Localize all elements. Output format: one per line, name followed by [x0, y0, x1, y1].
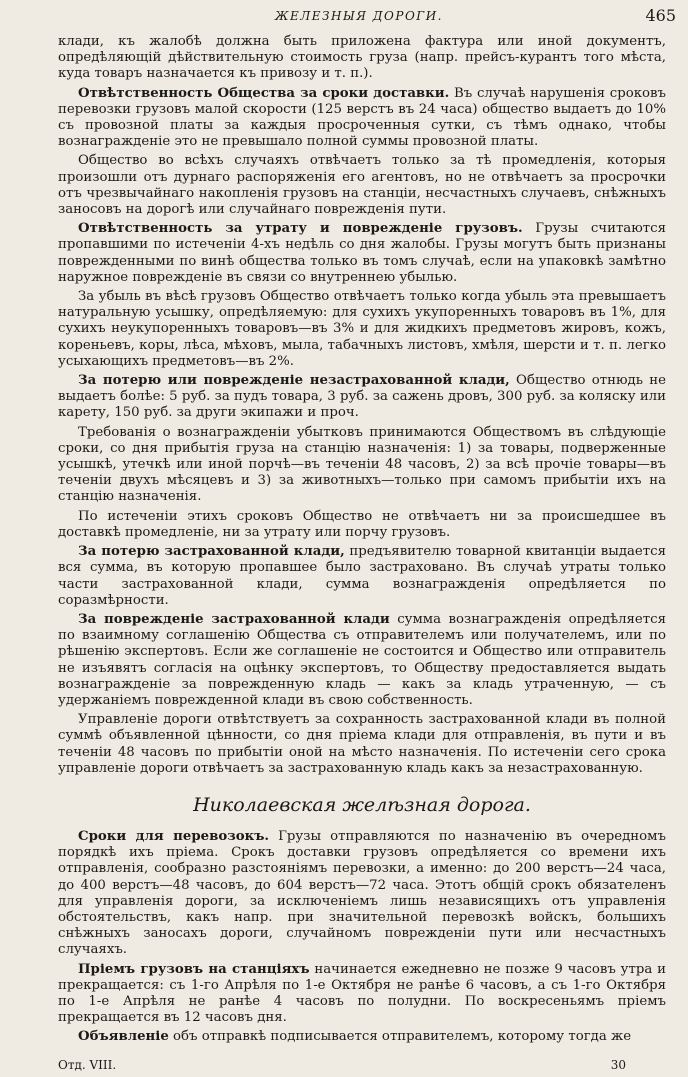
- paragraphs-block-1: [58, 34, 666, 777]
- paragraph-lead: За потерю застрахованной клади,: [78, 544, 345, 560]
- paragraph: [58, 1029, 666, 1045]
- paragraph-text: клади, къ жалобѣ должна быть приложена фактура или иной документъ, опредѣляющій дѣйствительную стоимость груза (напр. прейсъ-курантъ того мѣста, куда товаръ назначается къ привозу и т. п.).: [58, 34, 666, 82]
- paragraph: [58, 289, 666, 370]
- paragraph: [58, 544, 666, 609]
- page-header: [0, 0, 688, 30]
- paragraph-text: Требованія о вознагражденіи убытковъ принимаются Обществомъ въ слѣдующіе сроки, со дня прибытія груза на станцію назначенія: 1) за товары, подверженные усышкѣ, утечкѣ или иной порчѣ—въ теченіи 48 часовъ, 2) за всѣ прочіе товары—въ теченіи двухъ мѣсяцевъ и 3) за животныхъ—только при самомъ прибытіи ихъ на станцію назначенія.: [58, 424, 666, 505]
- page-number: 465: [645, 6, 676, 25]
- paragraphs-block-2: [58, 829, 666, 1046]
- paragraph: [58, 221, 666, 286]
- paragraph-text: За убыль въ вѣсѣ грузовъ Общество отвѣчаетъ только когда убыль эта превышаетъ натуральную усышку, опредѣляемую: для сухихъ укупоренныхъ товаровъ въ 1%, для сухихъ неукупоренныхъ товаровъ—въ 3% и для жидкихъ предметовъ жировъ, кожъ, кореньевъ, коры, лѣса, мѣховъ, мыла, табачныхъ листовъ, хмѣля, шерсти и т. п. легко усыхающихъ предметовъ—въ 2%.: [58, 289, 666, 369]
- paragraph-lead: Объявленіе: [78, 1029, 169, 1045]
- page-content: [58, 34, 666, 1049]
- paragraph-text: Общество отнюдь не выдаетъ болѣе: 5 руб. за пудъ товара, 3 руб. за сажень дровъ, 300 руб. за коляску или карету, 150 руб. за други экипажи и проч.: [58, 373, 666, 421]
- footer-signature: Отд. VIII.: [58, 1058, 117, 1072]
- paragraph-text: сумма вознагражденія опредѣляется по взаимному соглашенію Общества съ отправителемъ или получателемъ, или по рѣшенію экспертовъ. Если же соглашеніе не состоится и Общество или отправитель не изъявятъ согласія на оцѣнку экспертовъ, то Обществу предоставляется выдать вознагражденіе за поврежденную кладь — какъ за кладь утраченную, — съ удержаніемъ поврежденной клади въ свою собственность.: [58, 611, 666, 708]
- paragraph-text: предъявителю товарной квитанціи выдается вся сумма, въ которую пропавшее было застраховано. Въ случаѣ утраты только части застрахованной клади, сумма вознагражденія опредѣляется по соразмѣрности.: [58, 544, 666, 608]
- paragraph: [58, 712, 666, 777]
- paragraph-text: Грузы считаются пропавшими по истеченіи 4-хъ недѣль со дня жалобы. Грузы могутъ быть признаны поврежденными по винѣ общества только въ томъ случаѣ, если на упаковкѣ замѣтно наружное поврежденіе въ связи со внутреннею убылью.: [58, 221, 666, 285]
- paragraph: [58, 612, 666, 709]
- paragraph-text: Грузы отправляются по назначенію въ очередномъ порядкѣ ихъ пріема. Срокъ доставки грузовъ опредѣляется со времени ихъ отправленія, сообразно разстояніямъ перевозки, а именно: до 200 верстъ—24 часа, до 400 верстъ—48 часовъ, до 604 верстъ—72 часа. Этотъ общій срокъ обязателенъ для управленія дороги, за исключеніемъ лишь независящихъ отъ управленія обстоятельствъ, какъ напр. при значительной перевозкѣ войскъ, большихъ снѣжныхъ заносахъ дороги, случайномъ поврежденіи пути или несчастныхъ случаяхъ.: [58, 828, 666, 958]
- paragraph-lead: Отвѣтственность Общества за сроки доставки.: [78, 85, 450, 101]
- paragraph: [58, 86, 666, 151]
- paragraph-lead: За потерю или поврежденіе незастрахованной клади,: [78, 373, 510, 389]
- paragraph-text: Въ случаѣ нарушенія сроковъ перевозки грузовъ малой скорости (125 верстъ въ 24 часа) общество выдаетъ до 10% съ провозной платы за каждыя просроченныя сутки, съ тѣмъ однако, чтобы вознагражденіе это не превышало полной суммы провозной платы.: [58, 85, 666, 150]
- paragraph: [58, 425, 666, 506]
- paragraph-text: По истеченіи этихъ сроковъ Общество не отвѣчаетъ ни за происшедшее въ доставкѣ промедленіе, ни за утрату или порчу грузовъ.: [58, 508, 666, 540]
- paragraph: [58, 34, 666, 83]
- paragraph: [58, 153, 666, 218]
- paragraph-lead: За поврежденіе застрахованной клади: [78, 611, 390, 627]
- running-title: ЖЕЛЕЗНЫЯ ДОРОГИ.: [275, 9, 443, 23]
- paragraph-lead: Сроки для перевозокъ.: [78, 828, 270, 844]
- paragraph: [58, 962, 666, 1027]
- paragraph-text: Управленіе дороги отвѣтствуетъ за сохранность застрахованной клади въ полной суммѣ объявленной цѣнности, со дня пріема клади для отправленія, въ пути и въ теченіи 48 часовъ по прибытіи оной на мѣсто назначенія. По истеченіи сего срока управленіе дороги отвѣчаетъ за застрахованную кладь какъ за незастрахованную.: [58, 712, 666, 776]
- section-title: Николаевская желѣзная дорога.: [193, 793, 531, 816]
- paragraph-text: объ отправкѣ подписывается отправителемъ, которому тогда же: [168, 1029, 632, 1045]
- footer-sheet-number: 30: [610, 1058, 626, 1072]
- paragraph: [58, 829, 666, 959]
- paragraph-lead: Отвѣтственность за утрату и поврежденіе грузовъ.: [78, 221, 523, 237]
- paragraph: [58, 373, 666, 422]
- paragraph-text: начинается ежедневно не позже 9 часовъ утра и прекращается: съ 1-го Апрѣля по 1-е Октября не ранѣе 6 часовъ, а съ 1-го Октября по 1-е Апрѣля не ранѣе 4 часовъ по полудни. По воскресеньямъ пріемъ прекращается въ 12 часовъ дня.: [58, 961, 666, 1026]
- paragraph-lead: Пріемъ грузовъ на станціяхъ: [78, 961, 310, 977]
- paragraph-text: Общество во всѣхъ случаяхъ отвѣчаетъ только за тѣ промедленія, которыя произошли отъ дурнаго распоряженія его агентовъ, но не отвѣчаетъ за просрочки отъ чрезвычайнаго накопленія грузовъ на станціи, несчастныхъ случаевъ, снѣжныхъ заносовъ на дорогѣ или случайнаго поврежденія пути.: [58, 153, 666, 218]
- page-footer: [58, 1058, 666, 1076]
- paragraph: [58, 509, 666, 541]
